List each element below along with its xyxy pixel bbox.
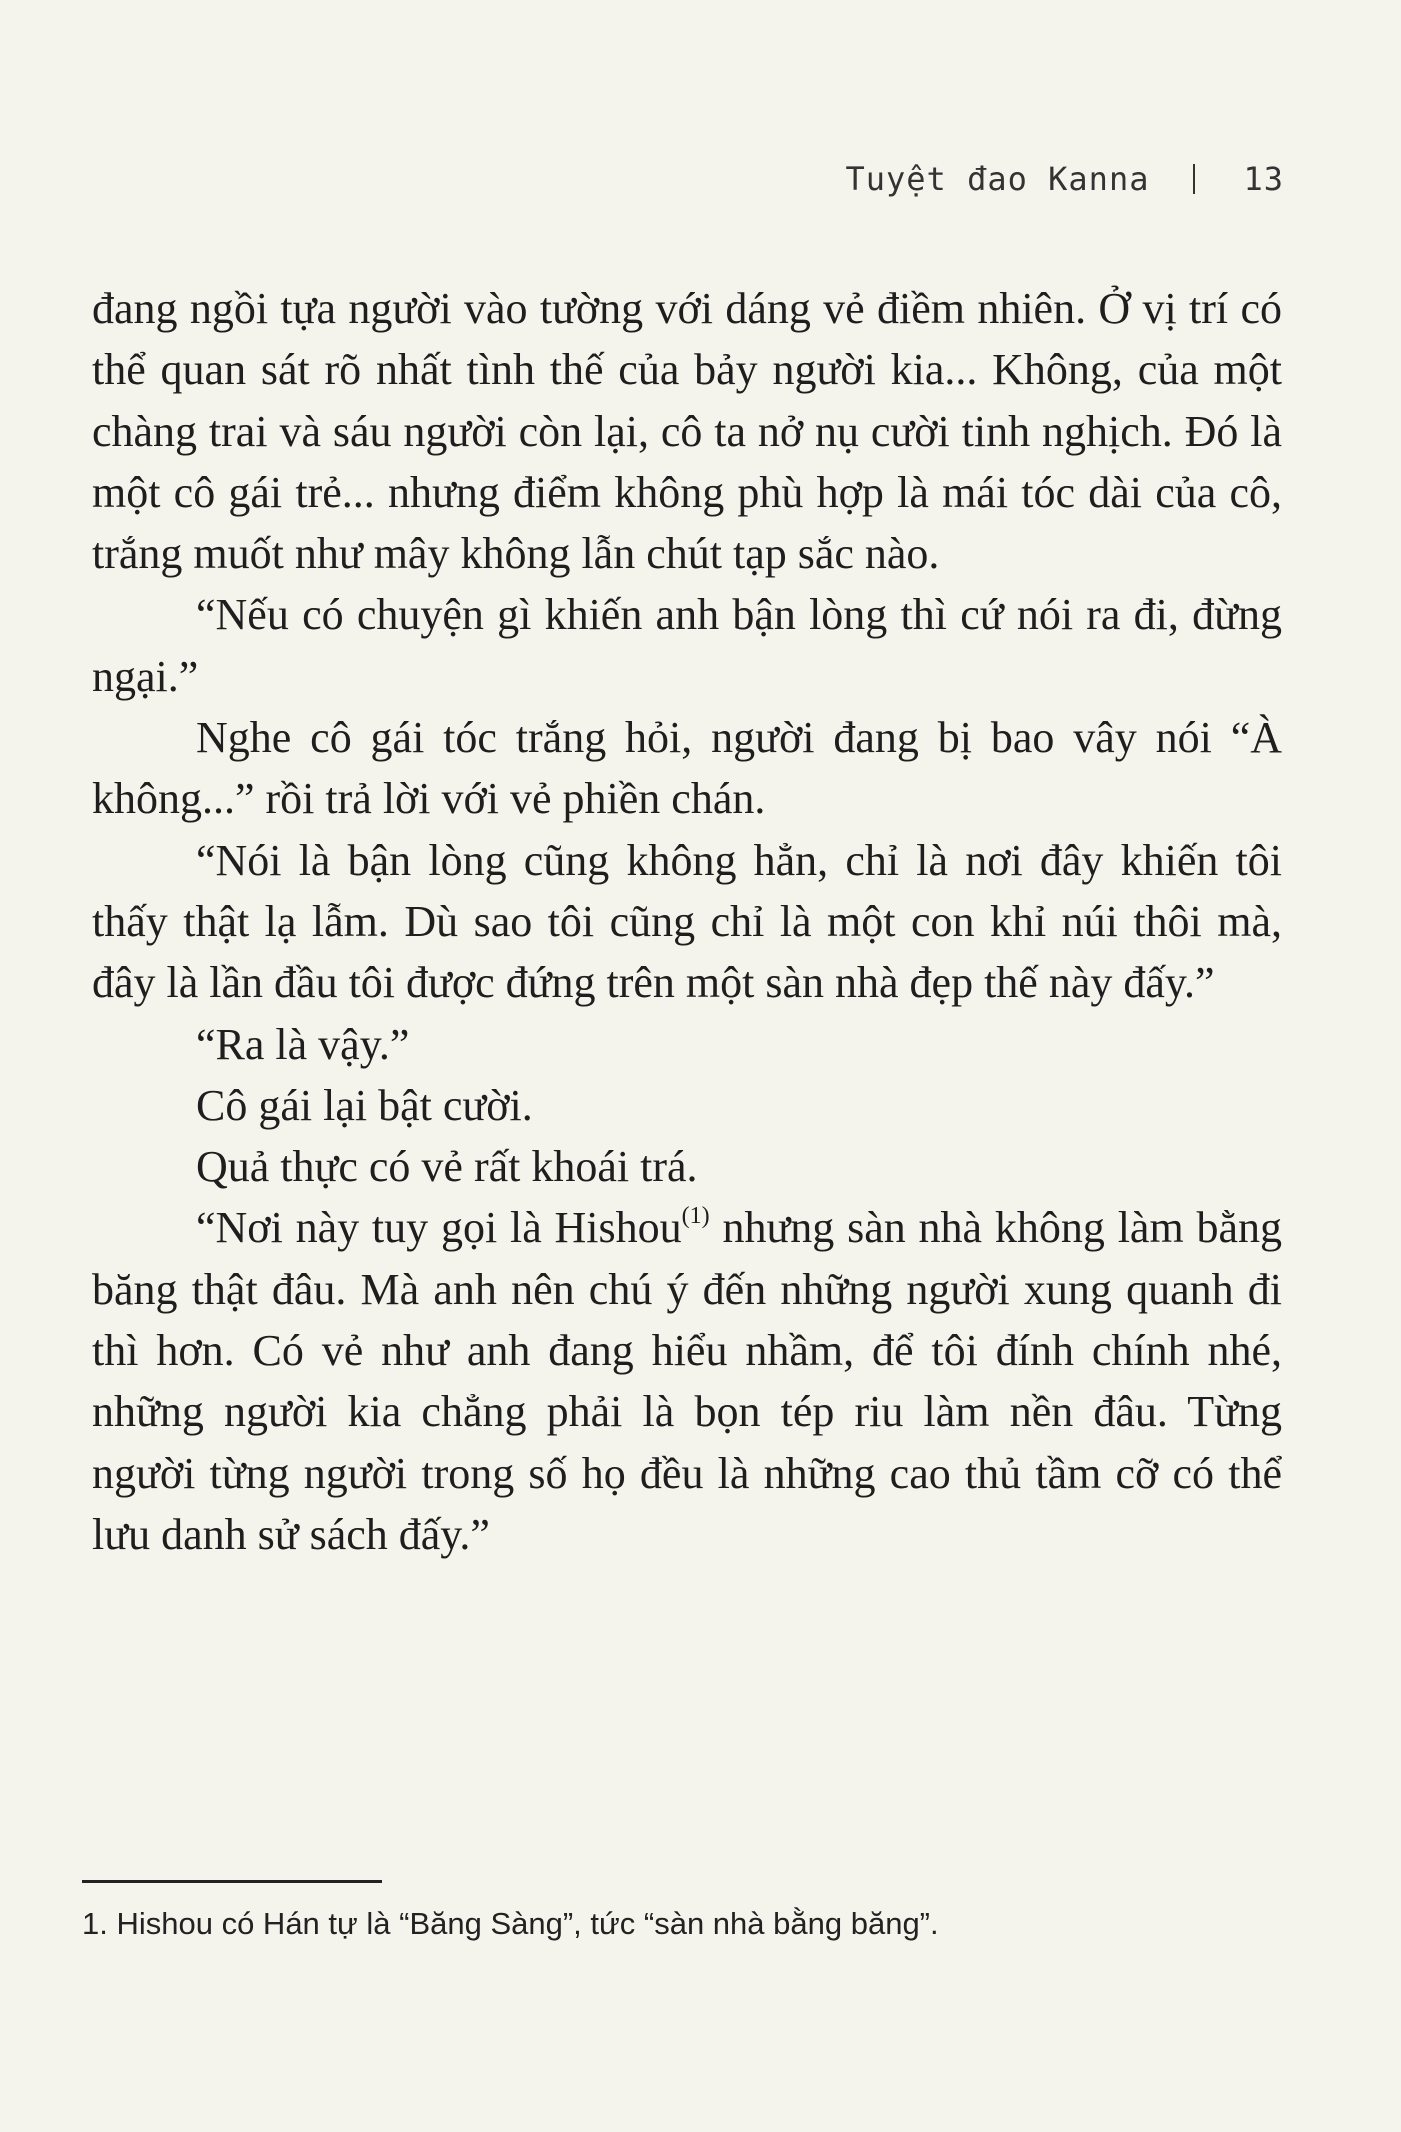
- body-text: [92, 278, 1282, 1565]
- paragraph: Nghe cô gái tóc trắng hỏi, người đang bị bao vây nói “À không...” rồi trả lời với vẻ phiền chán.: [92, 713, 1282, 824]
- footnote-marker: (1): [681, 1202, 710, 1229]
- paragraph: Quả thực có vẻ rất khoái trá.: [196, 1142, 698, 1192]
- footnote: 1. Hishou có Hán tự là “Băng Sàng”, tức “sàn nhà bằng băng”.: [82, 1906, 939, 1941]
- running-header: [845, 160, 1284, 198]
- paragraph-with-footnote: [92, 1197, 1282, 1565]
- paragraph: đang ngồi tựa người vào tường với dáng vẻ điềm nhiên. Ở vị trí có thể quan sát rõ nhất tình thế của bảy người kia... Không, của một chàng trai và sáu người còn lại, cô ta nở nụ cười tinh nghịch. Đó là một cô gái trẻ... nhưng điểm không phù hợp là mái tóc dài của cô, trắng muốt như mây không lẫn chút tạp sắc nào.: [92, 284, 1282, 579]
- book-title: Tuyệt đao Kanna: [845, 160, 1150, 198]
- paragraph-text: “Nơi này tuy gọi là Hishou: [196, 1203, 682, 1253]
- paragraph: “Nếu có chuyện gì khiến anh bận lòng thì cứ nói ra đi, đừng ngại.”: [92, 590, 1282, 701]
- paragraph: Cô gái lại bật cười.: [196, 1080, 533, 1130]
- paragraph-text: nhưng sàn nhà không làm bằng băng thật đâu. Mà anh nên chú ý đến những người xung quanh đi thì hơn. Có vẻ như anh đang hiểu nhầm, để tôi đính chính nhé, những người kia chẳng phải là bọn tép riu làm nền đâu. Từng người từng người trong số họ đều là những cao thủ tầm cỡ có thể lưu danh sử sách đấy.”: [92, 1203, 1283, 1559]
- paragraph: “Nói là bận lòng cũng không hẳn, chỉ là nơi đây khiến tôi thấy thật lạ lẫm. Dù sao tôi cũng chỉ là một con khỉ núi thôi mà, đây là lần đầu tôi được đứng trên một sàn nhà đẹp thế này đấy.”: [92, 835, 1282, 1008]
- header-separator: [1193, 164, 1195, 194]
- page-number: 13: [1243, 160, 1284, 198]
- footnote-divider: [82, 1880, 382, 1883]
- paragraph: “Ra là vậy.”: [196, 1019, 410, 1069]
